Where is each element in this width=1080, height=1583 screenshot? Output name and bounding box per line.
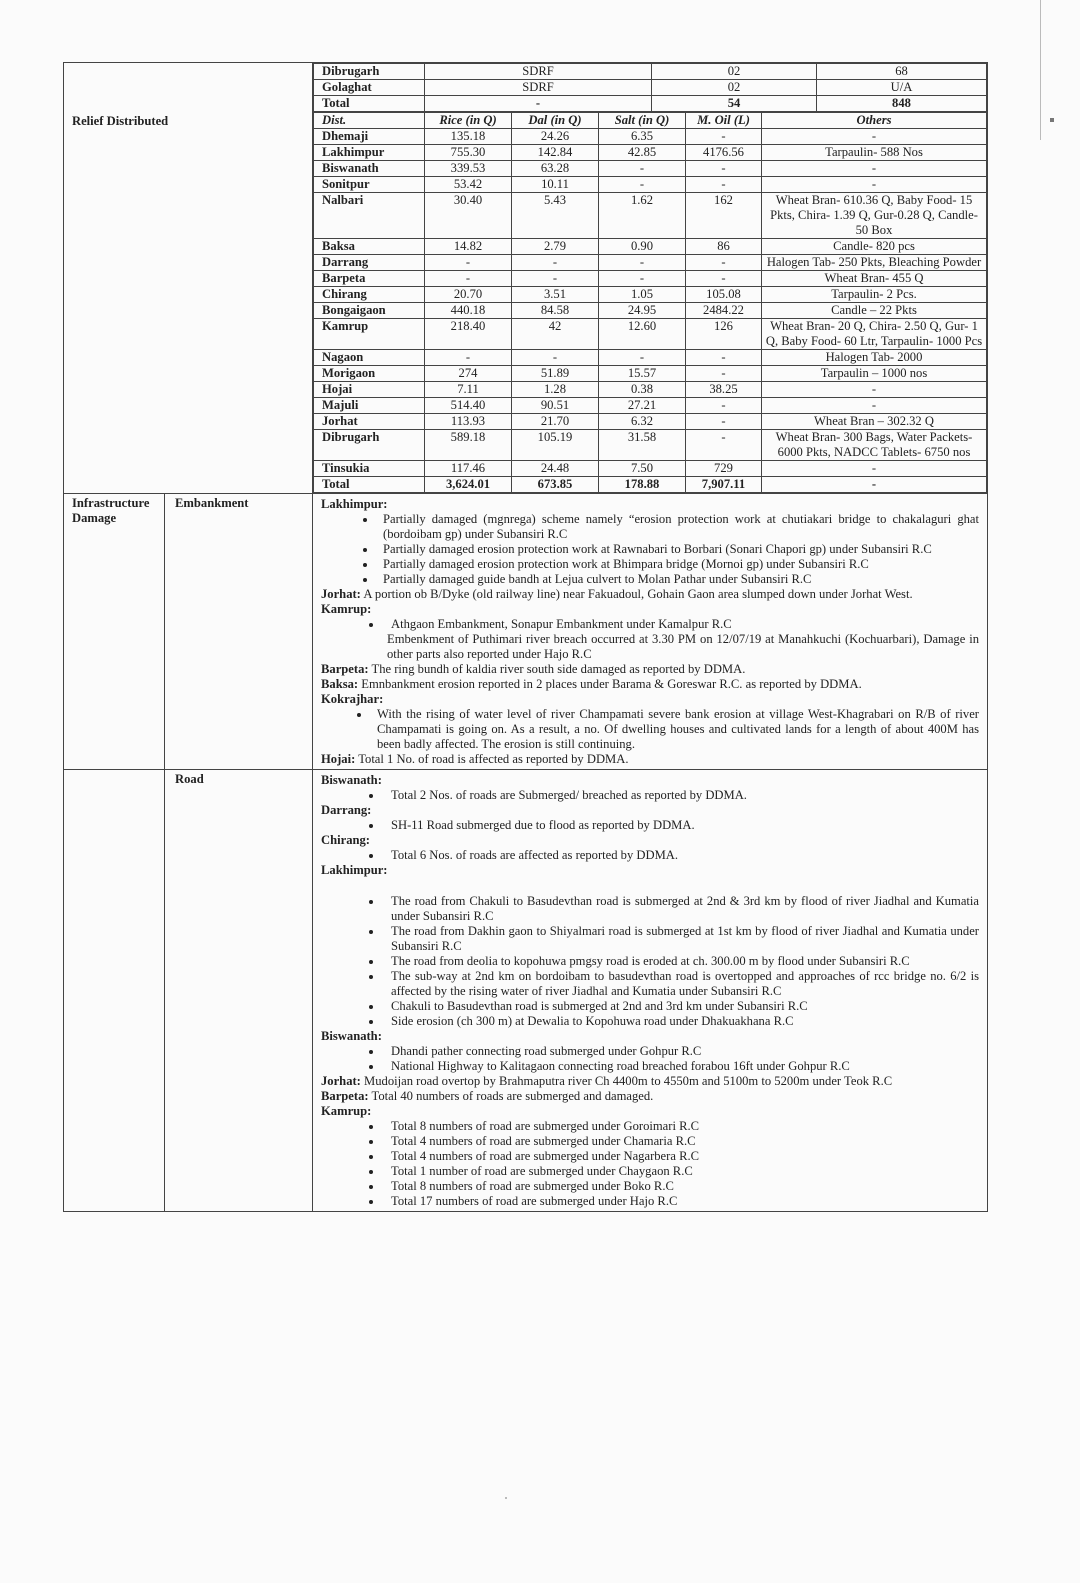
dal-value: 3.51 — [512, 287, 599, 303]
district-name: Sonitpur — [314, 177, 425, 193]
district-name: Dibrugarh — [314, 64, 425, 80]
emb-hojai-text: Total 1 No. of road is affected as reported by DDMA. — [358, 752, 629, 766]
rice-value: 117.46 — [425, 461, 512, 477]
salt-value: 6.32 — [599, 414, 686, 430]
road-biswanath2-list — [321, 1044, 979, 1074]
list-item: • Partially damaged erosion protection work at Bhimpara bridge (Mornoi gp) under Subansiri R.C — [377, 557, 979, 572]
others-value: Candle- 820 pcs — [762, 239, 987, 255]
dal-value: 5.43 — [512, 193, 599, 239]
table-row — [314, 319, 987, 350]
dal-value: 673.85 — [512, 477, 599, 493]
district-name: Nagaon — [314, 350, 425, 366]
list-item: • Chakuli to Basudevthan road is submerged at 2nd and 3rd km under Subansiri R.C — [383, 999, 979, 1014]
district-name: Nalbari — [314, 193, 425, 239]
dal-value: 63.28 — [512, 161, 599, 177]
road-kamrup-list — [321, 1119, 979, 1209]
others-value: - — [762, 477, 987, 493]
road-empty-cell — [64, 770, 165, 1212]
relief-top-row — [314, 64, 987, 80]
table-row — [314, 255, 987, 271]
emb-kokrajhar-head: Kokrajhar: — [321, 692, 384, 706]
others-value: Tarpaulin – 1000 nos — [762, 366, 987, 382]
salt-value: - — [599, 350, 686, 366]
others-value: - — [762, 177, 987, 193]
salt-value: 15.57 — [599, 366, 686, 382]
others-value: - — [762, 161, 987, 177]
oil-value: 7,907.11 — [686, 477, 762, 493]
dal-value: 142.84 — [512, 145, 599, 161]
dal-value: 2.79 — [512, 239, 599, 255]
rice-value: - — [425, 255, 512, 271]
others-value: Wheat Bran- 300 Bags, Water Packets- 6000 Pkts, NADCC Tablets- 6750 nos — [762, 430, 987, 461]
dal-value: - — [512, 350, 599, 366]
district-name: Biswanath — [314, 161, 425, 177]
embankment-label: Embankment — [165, 494, 313, 770]
road-label: Road — [165, 770, 313, 1212]
district-name: Total — [314, 477, 425, 493]
others-value: Halogen Tab- 250 Pkts, Bleaching Powder — [762, 255, 987, 271]
dal-value: 84.58 — [512, 303, 599, 319]
table-row — [314, 430, 987, 461]
district-name: Baksa — [314, 239, 425, 255]
dal-value: - — [512, 271, 599, 287]
table-row — [314, 271, 987, 287]
emb-jorhat-text: A portion ob B/Dyke (old railway line) near Fakuadoul, Gohain Gaon area slumped down under Jorhat West. — [363, 587, 913, 601]
list-item: • Total 4 numbers of road are submerged under Chamaria R.C — [383, 1134, 979, 1149]
district-name: Chirang — [314, 287, 425, 303]
count-value: 54 — [652, 96, 817, 112]
district-name: Kamrup — [314, 319, 425, 350]
road-row — [64, 770, 988, 1212]
road-chirang-head: Chirang: — [321, 833, 370, 847]
rice-value: 7.11 — [425, 382, 512, 398]
salt-value: - — [599, 255, 686, 271]
fund-source: SDRF — [425, 64, 652, 80]
others-value: Wheat Bran – 302.32 Q — [762, 414, 987, 430]
relief-items-table — [313, 112, 987, 493]
road-jorhat-text: Mudoijan road overtop by Brahmaputra river Ch 4400m to 4550m and 5100m to 5200m under Teok R.C — [364, 1074, 893, 1088]
emb-lakhimpur-head: Lakhimpur: — [321, 497, 388, 511]
salt-value: 7.50 — [599, 461, 686, 477]
rice-value: 218.40 — [425, 319, 512, 350]
list-item: • Total 4 numbers of road are submerged under Nagarbera R.C — [383, 1149, 979, 1164]
list-item: • Partially damaged (mgnrega) scheme namely “erosion protection work at chutiakari bridge to chakalaguri ghat (bordoibam gp) under Subansiri R.C — [377, 512, 979, 542]
oil-value: - — [686, 414, 762, 430]
district-name: Barpeta — [314, 271, 425, 287]
emb-kamrup-cont: Embenkment of Puthimari river breach occurred at 3.30 PM on 12/07/19 at Manahkuchi (Kochuarbari), Damage in other parts also reported under Hajo R.C — [387, 632, 979, 661]
district-name: Morigaon — [314, 366, 425, 382]
list-item: • Partially damaged guide bandh at Lejua culvert to Molan Pathar under Subansiri R.C — [377, 572, 979, 587]
salt-value: - — [599, 161, 686, 177]
district-name: Tinsukia — [314, 461, 425, 477]
list-item: • Partially damaged erosion protection work at Rawnabari to Borbari (Sonari Chapori gp) under Subansiri R.C — [377, 542, 979, 557]
dal-value: 90.51 — [512, 398, 599, 414]
report-table — [63, 62, 988, 1212]
oil-value: - — [686, 177, 762, 193]
district-name: Dibrugarh — [314, 430, 425, 461]
district-name: Bongaigaon — [314, 303, 425, 319]
rice-value: - — [425, 271, 512, 287]
rice-value: 755.30 — [425, 145, 512, 161]
oil-value: - — [686, 255, 762, 271]
oil-value: 729 — [686, 461, 762, 477]
salt-value: 1.05 — [599, 287, 686, 303]
emb-baksa-text: Emnbankment erosion reported in 2 places under Barama & Goreswar R.C. as reported by DDMA. — [361, 677, 862, 691]
count-value: U/A — [817, 80, 987, 96]
list-item: • The sub-way at 2nd km on bordoibam to basudevthan road is overtopped and approaches of rcc bridge no. 6/2 is affected by the rising water of river Jiadhal and Kumatia under Subansiri R.C — [383, 969, 979, 999]
others-value: Tarpaulin- 2 Pcs. — [762, 287, 987, 303]
emb-barpeta-head: Barpeta: — [321, 662, 369, 676]
road-darrang-list — [321, 818, 979, 833]
scan-speck — [1050, 118, 1054, 122]
emb-jorhat-head: Jorhat: — [321, 587, 361, 601]
salt-value: - — [599, 177, 686, 193]
district-name: Jorhat — [314, 414, 425, 430]
table-row — [314, 461, 987, 477]
list-item: • Athgaon Embankment, Sonapur Embankment under Kamalpur R.C — [383, 617, 979, 632]
salt-value: 0.38 — [599, 382, 686, 398]
road-biswanath2-head: Biswanath: — [321, 1029, 382, 1043]
fund-source: - — [425, 96, 652, 112]
dal-value: 105.19 — [512, 430, 599, 461]
rice-value: 30.40 — [425, 193, 512, 239]
table-row — [314, 414, 987, 430]
district-name: Total — [314, 96, 425, 112]
fund-source: SDRF — [425, 80, 652, 96]
others-value: Wheat Bran- 20 Q, Chira- 2.50 Q, Gur- 1 Q, Baby Food- 60 Ltr, Tarpaulin- 1000 Pcs — [762, 319, 987, 350]
road-lakhimpur-head: Lakhimpur: — [321, 863, 388, 877]
others-value: - — [762, 398, 987, 414]
dal-value: 51.89 — [512, 366, 599, 382]
rice-value: 274 — [425, 366, 512, 382]
road-barpeta — [321, 1089, 979, 1104]
emb-baksa — [321, 677, 979, 692]
oil-value: - — [686, 350, 762, 366]
road-chirang-list — [321, 848, 979, 863]
count-value: 848 — [817, 96, 987, 112]
list-item: • The road from Dakhin gaon to Shiyalmari road is submerged at 1st km by flood of river Jiadhal and Kumatia under Subansiri R.C — [383, 924, 979, 954]
dal-value: 21.70 — [512, 414, 599, 430]
rice-value: 440.18 — [425, 303, 512, 319]
salt-value: 31.58 — [599, 430, 686, 461]
infra-label: Infrastructure Damage — [64, 494, 165, 770]
scan-edge-mark — [1040, 0, 1041, 140]
emb-barpeta — [321, 662, 979, 677]
list-item: • Total 17 numbers of road are submerged under Hajo R.C — [383, 1194, 979, 1209]
dal-value: 24.26 — [512, 129, 599, 145]
relief-top-table — [313, 63, 987, 112]
relief-row — [64, 63, 988, 494]
header-oil: M. Oil (L) — [686, 113, 762, 129]
table-row — [314, 366, 987, 382]
table-row — [314, 398, 987, 414]
salt-value: 178.88 — [599, 477, 686, 493]
table-row — [314, 177, 987, 193]
relief-label-cell — [64, 63, 313, 494]
rice-value: 589.18 — [425, 430, 512, 461]
rice-value: 135.18 — [425, 129, 512, 145]
district-name: Dhemaji — [314, 129, 425, 145]
road-barpeta-head: Barpeta: — [321, 1089, 369, 1103]
list-item: • Total 6 Nos. of roads are affected as reported by DDMA. — [383, 848, 979, 863]
emb-baksa-head: Baksa: — [321, 677, 359, 691]
salt-value: - — [599, 271, 686, 287]
rice-value: 3,624.01 — [425, 477, 512, 493]
list-item: • SH-11 Road submerged due to flood as reported by DDMA. — [383, 818, 979, 833]
others-value: Candle – 22 Pkts — [762, 303, 987, 319]
oil-value: 38.25 — [686, 382, 762, 398]
relief-total-row — [314, 477, 987, 493]
table-row — [314, 145, 987, 161]
table-row — [314, 382, 987, 398]
list-item: • Total 1 number of road are submerged under Chaygaon R.C — [383, 1164, 979, 1179]
emb-kokrajhar-list — [321, 707, 979, 752]
header-dal: Dal (in Q) — [512, 113, 599, 129]
others-value: Wheat Bran- 455 Q — [762, 271, 987, 287]
list-item: • The road from deolia to kopohuwa pmgsy road is eroded at ch. 300.00 m by flood under Subansiri R.C — [383, 954, 979, 969]
emb-kamrup-list — [321, 617, 979, 632]
road-darrang-head: Darrang: — [321, 803, 372, 817]
emb-lakhimpur-list — [321, 512, 979, 587]
road-biswanath-head: Biswanath: — [321, 773, 382, 787]
emb-barpeta-text: The ring bundh of kaldia river south side damaged as reported by DDMA. — [371, 662, 746, 676]
header-dist: Dist. — [314, 113, 425, 129]
embankment-row — [64, 494, 988, 770]
oil-value: - — [686, 430, 762, 461]
oil-value: 126 — [686, 319, 762, 350]
others-value: - — [762, 461, 987, 477]
table-row — [314, 129, 987, 145]
oil-value: 86 — [686, 239, 762, 255]
header-rice: Rice (in Q) — [425, 113, 512, 129]
others-value: Wheat Bran- 610.36 Q, Baby Food- 15 Pkts, Chira- 1.39 Q, Gur-0.28 Q, Candle- 50 Box — [762, 193, 987, 239]
table-row — [314, 161, 987, 177]
road-jorhat — [321, 1074, 979, 1089]
rice-value: - — [425, 350, 512, 366]
table-row — [314, 239, 987, 255]
salt-value: 27.21 — [599, 398, 686, 414]
district-name: Majuli — [314, 398, 425, 414]
header-others: Others — [762, 113, 987, 129]
oil-value: - — [686, 271, 762, 287]
table-row — [314, 193, 987, 239]
salt-value: 42.85 — [599, 145, 686, 161]
oil-value: 2484.22 — [686, 303, 762, 319]
list-item: • Total 8 numbers of road are submerged under Boko R.C — [383, 1179, 979, 1194]
road-lakhimpur-list — [321, 894, 979, 1029]
scan-speck — [505, 1497, 507, 1499]
oil-value: 162 — [686, 193, 762, 239]
embankment-details — [313, 494, 988, 770]
emb-jorhat — [321, 587, 979, 602]
relief-top-row — [314, 80, 987, 96]
salt-value: 24.95 — [599, 303, 686, 319]
emb-hojai-head: Hojai: — [321, 752, 356, 766]
road-kamrup-head: Kamrup: — [321, 1104, 372, 1118]
district-name: Lakhimpur — [314, 145, 425, 161]
others-value: - — [762, 382, 987, 398]
dal-value: 42 — [512, 319, 599, 350]
relief-data-cell — [313, 63, 988, 494]
emb-hojai — [321, 752, 979, 767]
others-value: - — [762, 129, 987, 145]
list-item: • Side erosion (ch 300 m) at Dewalia to Kopohuwa road under Dhakuakhana R.C — [383, 1014, 979, 1029]
table-row — [314, 350, 987, 366]
dal-value: 10.11 — [512, 177, 599, 193]
salt-value: 6.35 — [599, 129, 686, 145]
header-salt: Salt (in Q) — [599, 113, 686, 129]
list-item: • The road from Chakuli to Basudevthan road is submerged at 2nd & 3rd km by flood of river Jiadhal and Kumatia under Subansiri R.C — [383, 894, 979, 924]
table-row — [314, 303, 987, 319]
count-value: 02 — [652, 80, 817, 96]
rice-value: 113.93 — [425, 414, 512, 430]
emb-kamrup-head: Kamrup: — [321, 602, 372, 616]
list-item: • Dhandi pather connecting road submerged under Gohpur R.C — [383, 1044, 979, 1059]
road-details — [313, 770, 988, 1212]
list-item: • Total 8 numbers of road are submerged under Goroimari R.C — [383, 1119, 979, 1134]
rice-value: 20.70 — [425, 287, 512, 303]
salt-value: 0.90 — [599, 239, 686, 255]
others-value: Tarpaulin- 588 Nos — [762, 145, 987, 161]
rice-value: 53.42 — [425, 177, 512, 193]
list-item: • Total 2 Nos. of roads are Submerged/ breached as reported by DDMA. — [383, 788, 979, 803]
relief-label: Relief Distributed — [72, 114, 169, 128]
district-name: Darrang — [314, 255, 425, 271]
oil-value: 4176.56 — [686, 145, 762, 161]
oil-value: - — [686, 161, 762, 177]
others-value: Halogen Tab- 2000 — [762, 350, 987, 366]
rice-value: 514.40 — [425, 398, 512, 414]
table-row — [314, 287, 987, 303]
oil-value: - — [686, 398, 762, 414]
dal-value: 24.48 — [512, 461, 599, 477]
rice-value: 14.82 — [425, 239, 512, 255]
oil-value: - — [686, 366, 762, 382]
rice-value: 339.53 — [425, 161, 512, 177]
salt-value: 1.62 — [599, 193, 686, 239]
relief-header-row — [314, 113, 987, 129]
count-value: 02 — [652, 64, 817, 80]
oil-value: 105.08 — [686, 287, 762, 303]
road-biswanath-list — [321, 788, 979, 803]
list-item: • National Highway to Kalitagaon connecting road breached forabou 16ft under Gohpur R.C — [383, 1059, 979, 1074]
count-value: 68 — [817, 64, 987, 80]
road-barpeta-text: Total 40 numbers of roads are submerged and damaged. — [371, 1089, 654, 1103]
relief-top-row — [314, 96, 987, 112]
dal-value: - — [512, 255, 599, 271]
road-jorhat-head: Jorhat: — [321, 1074, 361, 1088]
dal-value: 1.28 — [512, 382, 599, 398]
oil-value: - — [686, 129, 762, 145]
salt-value: 12.60 — [599, 319, 686, 350]
district-name: Hojai — [314, 382, 425, 398]
district-name: Golaghat — [314, 80, 425, 96]
list-item: • With the rising of water level of river Champamati severe bank erosion at village West-Khagrabari on R/B of river Champamati is going on. As a result, a no. Of dwelling houses and cultivated lands for a length of about 400M has been badly affected. The erosion is still continuing. — [371, 707, 979, 752]
